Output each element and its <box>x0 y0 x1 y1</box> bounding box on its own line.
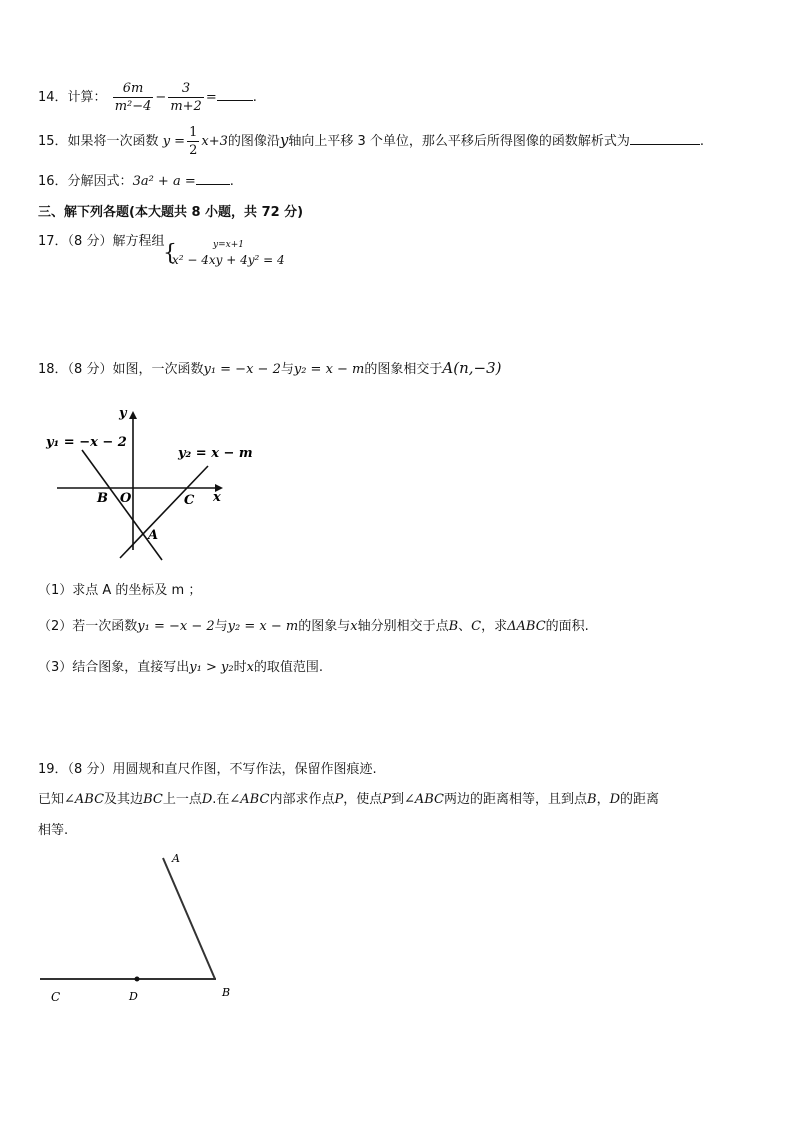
label-x: x <box>213 490 221 505</box>
question-14: 14．计算： $\frac{6m}{\text{m²−4}}$ − $\frac{3}{m+2}$ = . <box>38 81 257 114</box>
question-16: 16．分解因式：3a² + a = . <box>38 174 234 189</box>
function-rhs: x+3 <box>201 134 228 149</box>
label-O: O <box>120 491 132 506</box>
answer-blank[interactable] <box>196 172 230 185</box>
point-D <box>135 977 140 982</box>
minus-sign: − <box>155 90 167 105</box>
answer-blank[interactable] <box>217 88 253 101</box>
question-number: 19． <box>38 762 68 777</box>
label-B: B <box>222 986 231 999</box>
question-18-sub3: （3）结合图象，直接写出y₁ > y₂时x的取值范围. <box>38 660 324 675</box>
question-19: 19．（8 分）用圆规和直尺作图，不写作法，保留作图痕迹. <box>38 762 377 777</box>
fraction-3: $\frac{3}{m+2}$ <box>170 81 202 114</box>
fraction-6m: $\frac{6m}{\text{m²−4}}$ <box>114 81 152 114</box>
label-y1: y₁ = −x − 2 <box>46 435 127 450</box>
question-number: 15． <box>38 134 68 149</box>
fraction-half: $\frac{1}{2}$ <box>189 125 198 158</box>
label-B: B <box>97 491 108 506</box>
question-17: 17．（8 分）解方程组 <box>38 234 165 249</box>
equation-1: y=x+1 <box>213 240 244 250</box>
equals-sign: = <box>205 90 217 105</box>
label-C: C <box>184 493 195 508</box>
label-D: D <box>129 990 138 1003</box>
label-y: y <box>119 406 127 421</box>
label-C: C <box>51 990 61 1004</box>
ray-BA <box>163 858 215 979</box>
figure-18-graph <box>40 400 270 570</box>
label-y2: y₂ = x − m <box>178 446 253 461</box>
question-number: 18． <box>38 362 68 377</box>
section-heading: 三、解下列各题(本大题共 8 小题，共 72 分) <box>38 205 304 220</box>
answer-blank[interactable] <box>630 132 700 145</box>
question-prefix: 计算： <box>67 90 107 105</box>
figure-19-angle <box>30 845 250 1005</box>
y-axis-arrow <box>129 411 137 419</box>
expression: 3a² + a = <box>132 174 196 189</box>
question-number: 16． <box>38 174 68 189</box>
question-18-sub1: （1）求点 A 的坐标及 m ； <box>38 583 202 598</box>
question-number: 17． <box>38 234 68 249</box>
question-18: 18．（8 分）如图，一次函数y₁ = −x − 2与y₂ = x − m的图象相交于A(n,−3) <box>38 359 502 377</box>
function-lhs: y = <box>162 134 186 149</box>
label-A: A <box>148 528 159 543</box>
question-19-line2: 已知∠ABC及其边BC上一点D.在∠ABC内部求作点P，使点P到∠ABC两边的距离相等，且到点B，D的距离 <box>38 792 660 807</box>
label-A: A <box>172 852 180 865</box>
equation-2: x² − 4xy + 4y² = 4 <box>172 253 285 267</box>
question-18-sub2: （2）若一次函数y₁ = −x − 2与y₂ = x − m的图象与x轴分别相交于点B、C，求ΔABC的面积. <box>38 619 589 634</box>
question-19-line3: 相等. <box>38 823 69 838</box>
question-15: 15．如果将一次函数 y = $\frac{1}{2}$ x+3的图像沿y轴向上平移 3 个单位，那么平移后所得图像的函数解析式为 . <box>38 125 705 158</box>
equation-brace: { <box>163 241 177 266</box>
question-number: 14． <box>38 90 68 105</box>
